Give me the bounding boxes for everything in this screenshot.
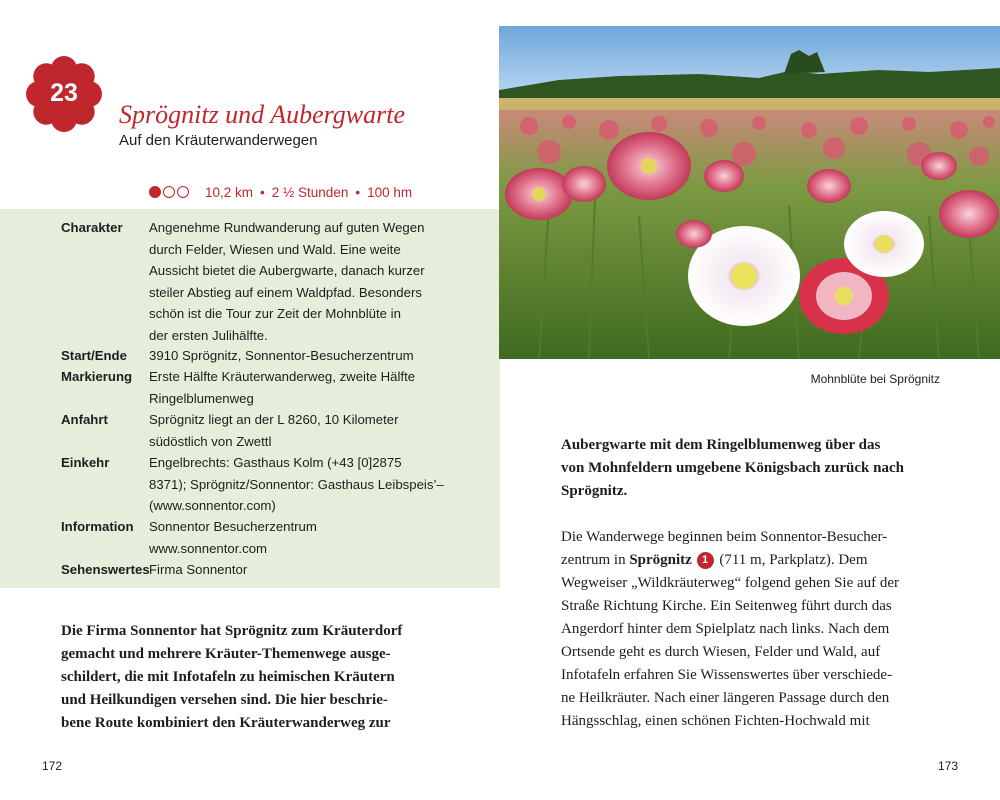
info-label: Einkehr [61,455,110,470]
tour-number: 23 [50,79,78,107]
poppy-field-photo [499,26,1000,359]
tour-elevation: 100 hm [367,184,413,200]
difficulty-dot-filled [149,186,161,198]
info-value: Angenehme Rundwanderung auf guten Wegen durch Felder, Wiesen und Wald. Eine weite Aussicht bietet die Aubergwarte, danach kurzer steiler Abstieg auf einem Waldpfad. Besonders schön ist die Tour zur Zeit der Mohnblüte in der ersten Julihälfte. [149,220,425,343]
page-number-left: 172 [42,759,63,773]
info-label: Information [61,519,134,534]
tour-duration: 2 ½ Stunden [271,184,349,200]
info-label: Markierung [61,369,133,384]
info-label: Charakter [61,220,123,235]
poppy-field-image [499,26,1000,359]
intro-paragraph: Die Firma Sonnentor hat Sprögnitz zum Kräuterdorf gemacht und mehrere Kräuter-Themenwege ausge- schildert, die mit Infotafeln zu heimischen Kräutern und Heilkundigen versehen sind. Die hier beschrie- bene Route kombiniert den Kräuterwanderweg zur [61,623,403,731]
tour-distance: 10,2 km [205,184,254,200]
info-value: Sonnentor Besucherzentrum www.sonnentor.com [149,519,317,556]
tour-number-badge [24,54,104,134]
info-box [0,209,500,588]
info-label: Sehenswertes [61,562,150,577]
stats-separator: • [260,184,265,200]
difficulty-dot-empty [163,186,175,198]
tour-subtitle: Auf den Kräuterwanderwegen [119,132,318,149]
info-value: Erste Hälfte Kräuterwanderweg, zweite Hälfte Ringelblumenweg [149,369,416,406]
page-number-right: 173 [938,759,959,773]
info-value: Engelbrechts: Gasthaus Kolm (+43 [0]2875 8371); Sprögnitz/Sonnentor: Gasthaus Leibspeis’– (www.sonnentor.com) [149,455,444,513]
place-name: Sprögnitz [629,552,692,568]
info-label: Anfahrt [61,412,108,427]
waypoint-marker: 1 [697,552,714,569]
stats-separator: • [355,184,361,200]
difficulty-dots [149,186,191,198]
info-value: Firma Sonnentor [149,562,248,577]
info-value: Sprögnitz liegt an der L 8260, 10 Kilometer südöstlich von Zwettl [149,412,399,449]
photo-caption: Mohnblüte bei Sprögnitz [810,372,940,386]
info-label: Start/Ende [61,348,127,363]
tour-title: Sprögnitz und Aubergwarte [119,100,406,129]
route-description: Die Wanderwege beginnen beim Sonnentor-Besucher- zentrum in Sprögnitz 1 (711 m, Parkplatz). Dem Wegweiser „Wildkräuterweg“ folgend gehen Sie auf der Straße Richtung Kirche. Ein Seitenweg führt durch das Angerdorf hinter dem Spielplatz nach links. Nach dem Ortsende geht es durch Wiesen, Felder und Wald, auf Infotafeln erfahren Sie Wissenswertes über verschiede- ne Heilkräuter. Nach einer längeren Passage durch den Hängsschlag, einen schönen Fichten-Hochwald mit [561,529,900,729]
tour-stats [149,183,412,201]
difficulty-dot-empty [177,186,189,198]
lead-paragraph: Aubergwarte mit dem Ringelblumenweg über das von Mohnfeldern umgebene Königsbach zurück nach Sprögnitz. [561,437,904,499]
info-value: 3910 Sprögnitz, Sonnentor-Besucherzentrum [149,348,414,363]
